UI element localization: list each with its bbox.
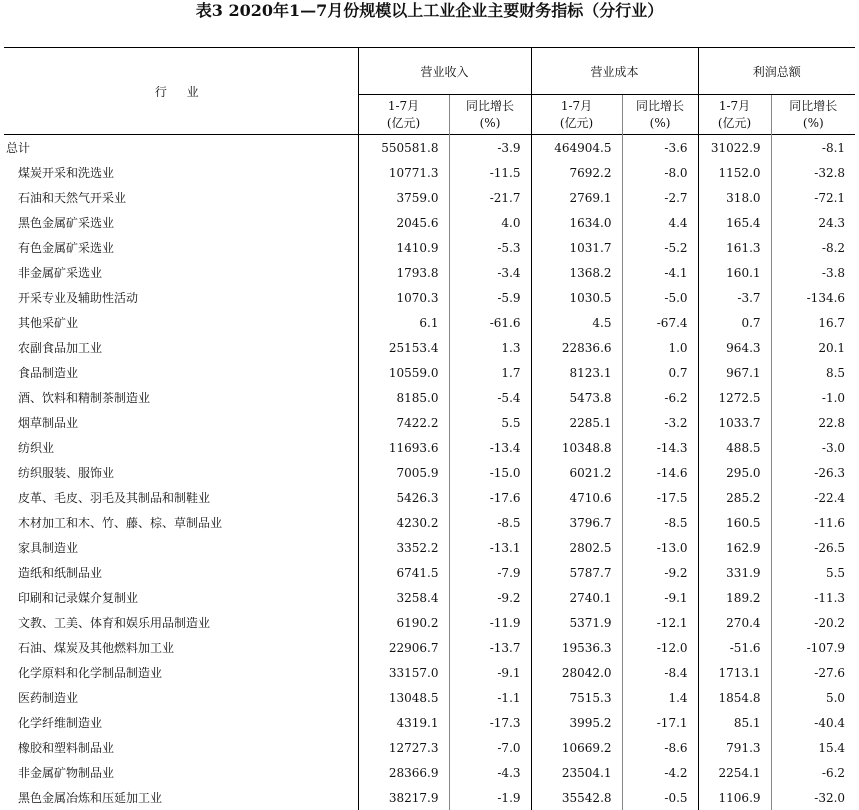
cost-growth: -3.2 (622, 410, 698, 435)
cost-value: 5473.8 (531, 385, 622, 410)
cost-value: 1368.2 (531, 260, 622, 285)
table-row (4, 385, 855, 410)
revenue-growth: -11.9 (449, 610, 531, 635)
industry-name: 烟草制品业 (4, 410, 358, 435)
revenue-growth: -13.7 (449, 635, 531, 660)
revenue-value: 3759.0 (358, 185, 449, 210)
cost-value: 1031.7 (531, 235, 622, 260)
profit-growth: 24.3 (771, 210, 855, 235)
revenue-value: 6190.2 (358, 610, 449, 635)
industry-name: 农副食品加工业 (4, 335, 358, 360)
profit-growth: -1.0 (771, 385, 855, 410)
cost-growth: -67.4 (622, 310, 698, 335)
profit-growth: 20.1 (771, 335, 855, 360)
profit-period-header: 1-7月 (亿元) (698, 95, 771, 135)
profit-growth: 16.7 (771, 310, 855, 335)
cost-growth-header: 同比增长 (%) (622, 95, 698, 135)
cost-growth: -8.0 (622, 160, 698, 185)
profit-growth: -8.1 (771, 135, 855, 161)
cost-value: 2740.1 (531, 585, 622, 610)
table-row (4, 485, 855, 510)
industry-name: 化学原料和化学制品制造业 (4, 660, 358, 685)
revenue-growth: -7.9 (449, 560, 531, 585)
table-row (4, 585, 855, 610)
cost-growth: -9.1 (622, 585, 698, 610)
profit-value: 160.5 (698, 510, 771, 535)
table-row (4, 510, 855, 535)
revenue-growth: -9.2 (449, 585, 531, 610)
table-row (4, 710, 855, 735)
profit-value: 189.2 (698, 585, 771, 610)
cost-growth: -12.1 (622, 610, 698, 635)
cost-growth: -8.5 (622, 510, 698, 535)
header-row-groups (4, 48, 855, 95)
revenue-value: 7422.2 (358, 410, 449, 435)
profit-value: 791.3 (698, 735, 771, 760)
revenue-growth: -13.4 (449, 435, 531, 460)
cost-growth: -2.7 (622, 185, 698, 210)
profit-header: 利润总额 (698, 48, 855, 95)
profit-growth-header: 同比增长 (%) (771, 95, 855, 135)
revenue-growth: -3.4 (449, 260, 531, 285)
table-row (4, 635, 855, 660)
revenue-value: 25153.4 (358, 335, 449, 360)
revenue-growth: -21.7 (449, 185, 531, 210)
industry-name: 纺织业 (4, 435, 358, 460)
revenue-value: 4319.1 (358, 710, 449, 735)
total-row (4, 135, 855, 161)
profit-growth: -8.2 (771, 235, 855, 260)
cost-value: 19536.3 (531, 635, 622, 660)
cost-growth: -17.5 (622, 485, 698, 510)
profit-growth: -26.3 (771, 460, 855, 485)
profit-value: 964.3 (698, 335, 771, 360)
profit-value: 1272.5 (698, 385, 771, 410)
cost-growth: -13.0 (622, 535, 698, 560)
table-row (4, 285, 855, 310)
profit-growth: -26.5 (771, 535, 855, 560)
profit-value: 967.1 (698, 360, 771, 385)
profit-growth: -40.4 (771, 710, 855, 735)
revenue-growth: -4.3 (449, 760, 531, 785)
industry-name: 木材加工和木、竹、藤、棕、草制品业 (4, 510, 358, 535)
revenue-growth: 5.5 (449, 410, 531, 435)
profit-value: 270.4 (698, 610, 771, 635)
cost-value: 22836.6 (531, 335, 622, 360)
cost-value: 5787.7 (531, 560, 622, 585)
revenue-growth-header: 同比增长 (%) (449, 95, 531, 135)
industry-name: 酒、饮料和精制茶制造业 (4, 385, 358, 410)
profit-growth: -3.0 (771, 435, 855, 460)
table-title: 表3 2020年1—7月份规模以上工业企业主要财务指标（分行业） (0, 0, 859, 22)
profit-growth: 5.5 (771, 560, 855, 585)
revenue-growth: -11.5 (449, 160, 531, 185)
revenue-growth: -13.1 (449, 535, 531, 560)
cost-growth: -5.2 (622, 235, 698, 260)
industry-name: 石油、煤炭及其他燃料加工业 (4, 635, 358, 660)
industry-name: 印刷和记录媒介复制业 (4, 585, 358, 610)
cost-value: 2285.1 (531, 410, 622, 435)
industry-name: 橡胶和塑料制品业 (4, 735, 358, 760)
revenue-growth: -61.6 (449, 310, 531, 335)
profit-value: 31022.9 (698, 135, 771, 161)
cost-growth: -8.4 (622, 660, 698, 685)
cost-growth: -3.6 (622, 135, 698, 161)
table-row (4, 260, 855, 285)
profit-growth: 8.5 (771, 360, 855, 385)
table-row (4, 460, 855, 485)
revenue-growth: -5.3 (449, 235, 531, 260)
cost-growth: -17.1 (622, 710, 698, 735)
revenue-growth: -15.0 (449, 460, 531, 485)
industry-name: 其他采矿业 (4, 310, 358, 335)
revenue-value: 1793.8 (358, 260, 449, 285)
table-row (4, 360, 855, 385)
revenue-value: 10771.3 (358, 160, 449, 185)
profit-growth: -72.1 (771, 185, 855, 210)
cost-value: 35542.8 (531, 785, 622, 810)
revenue-growth: -3.9 (449, 135, 531, 161)
industry-name: 化学纤维制造业 (4, 710, 358, 735)
profit-growth: -3.8 (771, 260, 855, 285)
table-row (4, 735, 855, 760)
cost-value: 2802.5 (531, 535, 622, 560)
industry-name: 黑色金属矿采选业 (4, 210, 358, 235)
revenue-value: 12727.3 (358, 735, 449, 760)
cost-value: 10669.2 (531, 735, 622, 760)
table-row (4, 610, 855, 635)
profit-value: 1854.8 (698, 685, 771, 710)
cost-growth: -14.6 (622, 460, 698, 485)
industry-name: 造纸和纸制品业 (4, 560, 358, 585)
table-row (4, 335, 855, 360)
revenue-value: 22906.7 (358, 635, 449, 660)
profit-value: -3.7 (698, 285, 771, 310)
industry-name: 皮革、毛皮、羽毛及其制品和制鞋业 (4, 485, 358, 510)
cost-header: 营业成本 (531, 48, 698, 95)
cost-value: 7515.3 (531, 685, 622, 710)
revenue-value: 3352.2 (358, 535, 449, 560)
revenue-value: 28366.9 (358, 760, 449, 785)
revenue-growth: -1.1 (449, 685, 531, 710)
cost-growth: -9.2 (622, 560, 698, 585)
cost-growth: -4.1 (622, 260, 698, 285)
revenue-growth: -8.5 (449, 510, 531, 535)
profit-value: 0.7 (698, 310, 771, 335)
profit-value: 165.4 (698, 210, 771, 235)
table-row (4, 685, 855, 710)
profit-growth: 15.4 (771, 735, 855, 760)
table-row (4, 210, 855, 235)
revenue-value: 3258.4 (358, 585, 449, 610)
cost-growth: 4.4 (622, 210, 698, 235)
cost-value: 4710.6 (531, 485, 622, 510)
profit-growth: -11.3 (771, 585, 855, 610)
revenue-value: 38217.9 (358, 785, 449, 810)
revenue-value: 33157.0 (358, 660, 449, 685)
revenue-value: 7005.9 (358, 460, 449, 485)
profit-growth: -20.2 (771, 610, 855, 635)
profit-value: 318.0 (698, 185, 771, 210)
industry-name: 煤炭开采和洗选业 (4, 160, 358, 185)
industry-header: 行 业 (4, 48, 358, 135)
profit-value: 1152.0 (698, 160, 771, 185)
revenue-growth: -17.6 (449, 485, 531, 510)
industry-name: 纺织服装、服饰业 (4, 460, 358, 485)
revenue-growth: -7.0 (449, 735, 531, 760)
cost-growth: -8.6 (622, 735, 698, 760)
cost-growth: 1.4 (622, 685, 698, 710)
industry-name: 家具制造业 (4, 535, 358, 560)
industry-name: 石油和天然气开采业 (4, 185, 358, 210)
revenue-value: 4230.2 (358, 510, 449, 535)
revenue-value: 550581.8 (358, 135, 449, 161)
cost-value: 2769.1 (531, 185, 622, 210)
profit-growth: 5.0 (771, 685, 855, 710)
table-row (4, 785, 855, 810)
table-row (4, 410, 855, 435)
table-row (4, 235, 855, 260)
cost-value: 8123.1 (531, 360, 622, 385)
profit-growth: -107.9 (771, 635, 855, 660)
profit-growth: -134.6 (771, 285, 855, 310)
cost-value: 5371.9 (531, 610, 622, 635)
profit-growth: -22.4 (771, 485, 855, 510)
cost-value: 6021.2 (531, 460, 622, 485)
revenue-growth: 1.3 (449, 335, 531, 360)
cost-growth: -6.2 (622, 385, 698, 410)
cost-value: 3796.7 (531, 510, 622, 535)
financial-table (4, 48, 855, 810)
revenue-value: 10559.0 (358, 360, 449, 385)
cost-growth: -14.3 (622, 435, 698, 460)
table-row (4, 435, 855, 460)
table-row (4, 560, 855, 585)
revenue-header: 营业收入 (358, 48, 531, 95)
cost-value: 7692.2 (531, 160, 622, 185)
profit-growth: -32.0 (771, 785, 855, 810)
profit-value: 1713.1 (698, 660, 771, 685)
revenue-growth: 1.7 (449, 360, 531, 385)
cost-value: 4.5 (531, 310, 622, 335)
table-row (4, 160, 855, 185)
industry-name: 黑色金属冶炼和压延加工业 (4, 785, 358, 810)
profit-value: 331.9 (698, 560, 771, 585)
industry-name: 总计 (4, 135, 358, 161)
profit-value: 162.9 (698, 535, 771, 560)
table-row (4, 760, 855, 785)
industry-name: 非金属矿物制品业 (4, 760, 358, 785)
industry-name: 文教、工美、体育和娱乐用品制造业 (4, 610, 358, 635)
revenue-value: 6741.5 (358, 560, 449, 585)
profit-value: 285.2 (698, 485, 771, 510)
profit-value: 1033.7 (698, 410, 771, 435)
cost-growth: -0.5 (622, 785, 698, 810)
cost-growth: -4.2 (622, 760, 698, 785)
cost-growth: 0.7 (622, 360, 698, 385)
revenue-value: 6.1 (358, 310, 449, 335)
revenue-growth: -9.1 (449, 660, 531, 685)
revenue-value: 5426.3 (358, 485, 449, 510)
revenue-growth: -1.9 (449, 785, 531, 810)
profit-growth: -6.2 (771, 760, 855, 785)
revenue-value: 8185.0 (358, 385, 449, 410)
revenue-value: 13048.5 (358, 685, 449, 710)
profit-value: 85.1 (698, 710, 771, 735)
profit-growth: -11.6 (771, 510, 855, 535)
cost-growth: 1.0 (622, 335, 698, 360)
table-row (4, 310, 855, 335)
industry-name: 有色金属矿采选业 (4, 235, 358, 260)
cost-growth: -12.0 (622, 635, 698, 660)
industry-name: 非金属矿采选业 (4, 260, 358, 285)
profit-value: 295.0 (698, 460, 771, 485)
profit-growth: 22.8 (771, 410, 855, 435)
revenue-value: 1410.9 (358, 235, 449, 260)
profit-value: -51.6 (698, 635, 771, 660)
profit-value: 160.1 (698, 260, 771, 285)
profit-value: 161.3 (698, 235, 771, 260)
cost-value: 3995.2 (531, 710, 622, 735)
revenue-value: 11693.6 (358, 435, 449, 460)
revenue-value: 1070.3 (358, 285, 449, 310)
cost-value: 28042.0 (531, 660, 622, 685)
revenue-growth: -5.4 (449, 385, 531, 410)
industry-name: 食品制造业 (4, 360, 358, 385)
cost-value: 1030.5 (531, 285, 622, 310)
cost-value: 10348.8 (531, 435, 622, 460)
industry-name: 开采专业及辅助性活动 (4, 285, 358, 310)
cost-growth: -5.0 (622, 285, 698, 310)
profit-growth: -27.6 (771, 660, 855, 685)
cost-value: 1634.0 (531, 210, 622, 235)
revenue-growth: -17.3 (449, 710, 531, 735)
profit-value: 1106.9 (698, 785, 771, 810)
revenue-value: 2045.6 (358, 210, 449, 235)
revenue-growth: -5.9 (449, 285, 531, 310)
table-body (4, 135, 855, 810)
table-row (4, 660, 855, 685)
industry-name: 医药制造业 (4, 685, 358, 710)
revenue-growth: 4.0 (449, 210, 531, 235)
profit-value: 2254.1 (698, 760, 771, 785)
revenue-period-header: 1-7月 (亿元) (358, 95, 449, 135)
table-row (4, 185, 855, 210)
cost-value: 464904.5 (531, 135, 622, 161)
cost-value: 23504.1 (531, 760, 622, 785)
profit-growth: -32.8 (771, 160, 855, 185)
cost-period-header: 1-7月 (亿元) (531, 95, 622, 135)
profit-value: 488.5 (698, 435, 771, 460)
table-row (4, 535, 855, 560)
